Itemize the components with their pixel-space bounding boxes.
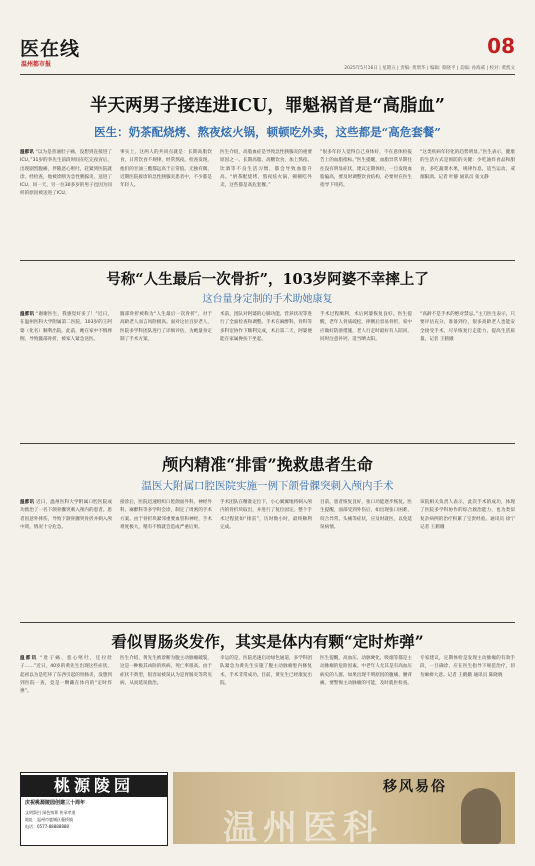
ad-left-line: 地址：温州市鹿城区藤桥镇 bbox=[25, 817, 73, 822]
ad-right-slogan: 移风易俗 bbox=[383, 779, 447, 795]
story3-subhead: 温医大附属口腔医院实施一例下颌骨髁突刺入颅内手术 bbox=[141, 480, 394, 492]
story2-subhead: 这台量身定制的手术助她康复 bbox=[202, 294, 333, 305]
section-title: 医在线 bbox=[20, 38, 81, 60]
story3-column-5: 该院相关负责人表示，此次手术的成功，体现了医院多学科协作的综合救治能力，也为类似复杂病例的治疗积累了宝贵经验。通讯员 徐宁 记者 王鹤娥 bbox=[420, 500, 515, 530]
ad-right-brand: 温州医科 bbox=[223, 808, 383, 844]
story2-column-1 bbox=[20, 311, 112, 439]
story1-byline: 温都讯 bbox=[20, 150, 34, 155]
story1-subhead: 医生：奶茶配烧烤、熬夜炫火锅，顿顿吃外卖，这些都是“高危套餐” bbox=[94, 125, 441, 139]
masthead-rule bbox=[20, 74, 515, 75]
issue-info: 2025年5月16日 | 星期五 | 责编: 黄增华 | 编辑: 蔡晓平 | 美编: 孙海威 | 校对: 黄凯文 bbox=[344, 66, 515, 71]
page-number: 08 bbox=[487, 34, 515, 58]
cemetery-advertisement bbox=[20, 772, 168, 846]
story1-headline: 半天两男子接连进ICU，罪魁祸首是“高脂血” bbox=[89, 96, 445, 116]
story3-column-1 bbox=[20, 499, 112, 619]
ad-left-details bbox=[25, 809, 163, 830]
story3-text-1: 近日，温州医科大学附属口腔医院成功救治了一名下颌骨髁突刺入颅内的患者。患者因意外摔伤，导致下颌骨髁突骨折并刺入颅中窝，情况十分危急。 bbox=[20, 500, 112, 530]
story4-text-1: “肚子痛、恶心呕吐，还拉肚子……”近日，40岁的黄先生出现这些症状，起初以为是吃坏了东西引起的胃肠炎，没想到到医院一查，竟是一颗藏在体内的“定时炸弹”。 bbox=[20, 656, 112, 695]
story3-column-2: 接诊后，医院迅速组织口腔颌面外科、神经外科、麻醉科等多学科会诊，制定了周密的手术方案。由于骨折块紧邻重要血管和神经，手术难度极大，稍有不慎就会造成严重后果。 bbox=[120, 500, 212, 530]
story3-column-4: 目前，患者恢复良好，张口功能逐步恢复。医生提醒，面部受到外伤后，如出现张口困难、咬合异常、头痛等症状，应及时就医，以免延误病情。 bbox=[320, 500, 412, 530]
story4-byline: 温都讯 bbox=[20, 656, 38, 661]
ad-left-tagline: 庆祝桃源陵园创建三十周年 bbox=[25, 800, 86, 806]
story1-rule bbox=[20, 260, 515, 261]
story3-column-3: 手术团队在精准定位下，小心翼翼地将刺入颅内的骨折块取出，并进行了复位固定。整个手术过程犹如“排雷”，历时数小时，最终顺利完成。 bbox=[220, 500, 312, 530]
story1-column-3: 医生介绍，高脂血症是导致急性胰腺炎的重要原因之一。长期高脂、高糖饮食，加上熬夜、饮酒等不良生活习惯，都会导致血脂升高。“奶茶配烧烤、熬夜炫火锅，顿顿吃外卖，这些都是高危套餐。” bbox=[220, 150, 312, 189]
story1-column-5: “这类疾病年轻化的趋势明显。”医生表示，健康的生活方式是预防的关键：少吃油炸食品和甜食，多吃蔬菜水果，规律作息，适当运动，戒烟限酒。记者 叶静 通讯员 张文静 bbox=[420, 150, 515, 180]
story2-text-1: “谢谢医生，我感觉好多了！”近日，在温州医科大学附属第二医院，103岁的王阿婆（化名）顺利出院。此前，她在家中不慎摔倒，导致髋部骨折，被家人紧急送医。 bbox=[20, 312, 112, 342]
public-service-advertisement bbox=[173, 772, 515, 844]
story4-column-2: 医生介绍，黄先生被诊断为腹主动脉瘤破裂，这是一种极其凶险的疾病，死亡率很高。由于症状不典型，很容易被误认为是胃肠炎等常见病，从而延误救治。 bbox=[120, 656, 212, 686]
story3-rule bbox=[20, 622, 515, 623]
story2-column-2: 髋部骨折被称为“人生最后一次骨折”，对于高龄老人而言风险极高。面对这位百岁老人，医院多学科团队进行了详细评估，为她量身定制了手术方案。 bbox=[120, 312, 212, 342]
person-illustration bbox=[461, 788, 501, 844]
story4-column-3: 幸运的是，医院迅速启动绿色通道，多学科团队紧急为黄先生实施了腹主动脉瘤腔内修复术，手术非常成功。目前，黄先生已经康复出院。 bbox=[220, 656, 312, 686]
story1-column-1 bbox=[20, 149, 112, 257]
story1-text-1: “以为是普通肚子痛，没想到直接进了ICU。”31岁的李先生前段时间在吃完夜宵后，出现剧烈腹痛，伴随恶心呕吐，赶紧到医院就诊。经检查，他被诊断为急性胰腺炎，送进了ICU。同一天，另一位30多岁的男子也因为同样的原因被送进了ICU。 bbox=[20, 150, 112, 197]
story4-column-1 bbox=[20, 655, 112, 767]
story2-column-4: 手术过程顺利，术后阿婆恢复良好。医生提醒，老年人骨质疏松，摔倒后容易骨折，家中应做好防滑措施，老人行走时最好有人陪同，同时注意补钙，适当晒太阳。 bbox=[320, 312, 412, 342]
story3-byline: 温都讯 bbox=[20, 500, 35, 505]
story2-headline: 号称“人生最后一次骨折”，103岁阿婆不幸摔上了 bbox=[106, 271, 429, 288]
story4-column-5: 专家建议，定期体检是发现主动脉瘤的有效手段，一旦确诊，应在医生指导下规范治疗，切勿麻痹大意。记者 王鹤娥 通讯员 陈晓晓 bbox=[420, 656, 515, 678]
ad-left-name: 桃源陵园 bbox=[21, 775, 167, 797]
story2-column-3: 术前，团队对阿婆的心肺功能、营养状况等进行了全面检查和调整。手术在麻醉科、骨科等多科室协作下顺利完成，术后第二天，阿婆便能在家属搀扶下坐起。 bbox=[220, 312, 312, 342]
story4-headline: 看似胃肠炎发作，其实是体内有颗“定时炸弹” bbox=[111, 632, 424, 651]
masthead bbox=[20, 28, 515, 74]
story1-column-4: “很多年轻人觉得自己身体好，不在意体检报告上的血脂指标。”医生提醒，血脂异常早期往往没有明显症状，建议定期体检，一旦发现血脂偏高，要及时调整饮食结构，必要时在医生指导下用药。 bbox=[320, 150, 412, 189]
story3-headline: 颅内精准“排雷”挽救患者生命 bbox=[162, 455, 373, 474]
ad-left-line: 电话：0577-88888888 bbox=[25, 824, 69, 829]
story4-column-4: 医生提醒，高血压、动脉硬化、吸烟等都是主动脉瘤的危险因素。中老年人尤其是有高血压病史的人群，如果出现不明原因的腹痛、腰背痛，要警惕主动脉瘤的可能，及时就医检查。 bbox=[320, 656, 412, 686]
ad-left-line: 文明祭扫 绿色殡葬 传承孝道 bbox=[25, 810, 76, 815]
story1-column-2: 事实上，这两人的共同点就是：长期高脂饮食，日常饮食不规律，经常熬夜。检查发现，他们的甘油三酯都远高于正常值。无独有偶，近期医院接诊的急性胰腺炎患者中，不少都是年轻人。 bbox=[120, 150, 212, 189]
story2-rule bbox=[20, 443, 515, 444]
story2-column-5: “高龄不是手术的绝对禁忌。”主刀医生表示，只要评估充分、准备到位，很多高龄老人也能安全接受手术，尽早恢复行走能力，提高生活质量。记者 王鹤娥 bbox=[420, 312, 515, 342]
section-subtitle: 温州都市报 bbox=[21, 61, 52, 68]
story2-byline: 温都讯 bbox=[20, 312, 35, 317]
